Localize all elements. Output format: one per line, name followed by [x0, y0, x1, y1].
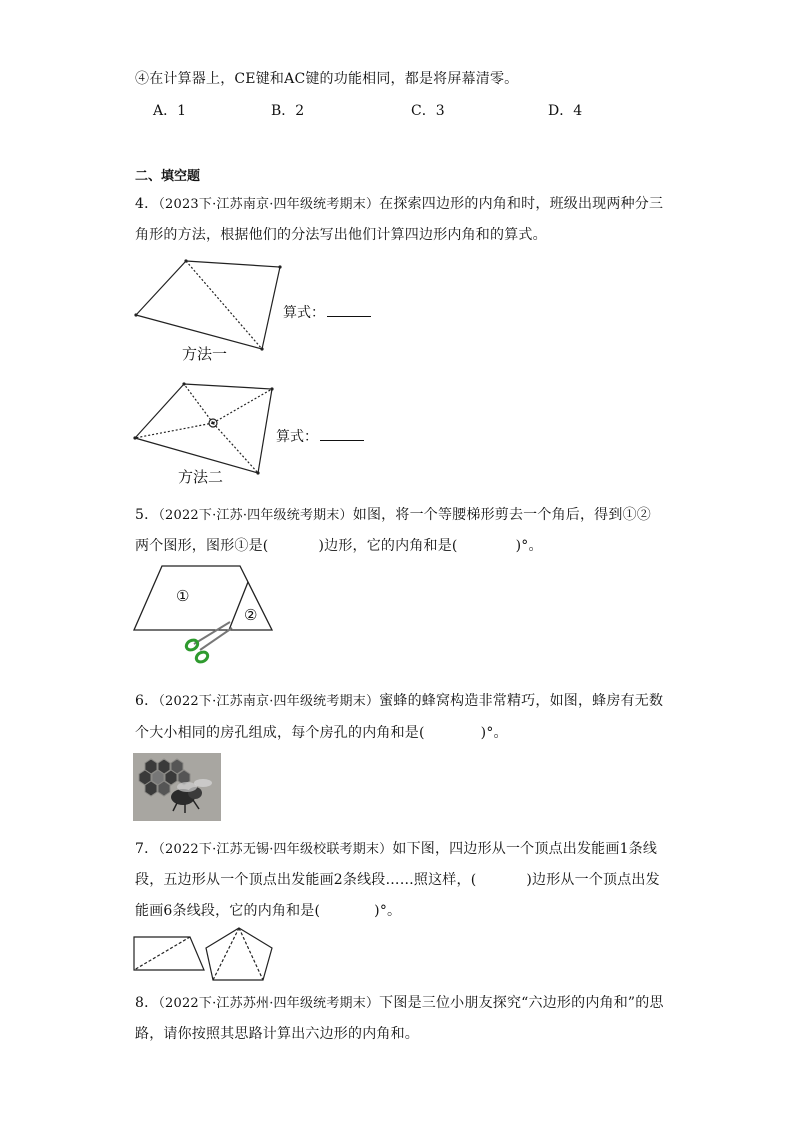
- q5-text: 如图，将一个等腰梯形剪去一个角后，得到①②: [352, 507, 651, 523]
- q8-line-1: [135, 992, 664, 1012]
- section-title: 二、填空题: [135, 169, 201, 184]
- q6-text-b: )°。: [480, 725, 508, 741]
- q5-number: 5．: [135, 507, 159, 523]
- q7-number: 7．: [135, 841, 159, 857]
- q7-source: （2022下·江苏无锡·四年级校联考期末）: [158, 842, 393, 857]
- q6-text: 蜜蜂的蜂窝构造非常精巧，如图，蜂房有无数: [379, 693, 664, 709]
- q7-text-b: )边形从一个顶点出发: [526, 872, 660, 888]
- q5-figure-label-1: ①: [176, 587, 190, 605]
- q6-source: （2022下·江苏南京·四年级统考期末）: [158, 694, 380, 709]
- q8-source: （2022下·江苏苏州·四年级统考期末）: [158, 996, 380, 1011]
- q5-text-c: )°。: [515, 538, 543, 554]
- q6-number: 6．: [135, 693, 159, 709]
- q7-text-d: )°。: [374, 903, 402, 919]
- q3-option-d: D．4: [548, 103, 583, 119]
- q4-method-2-label: 方法二: [178, 468, 224, 486]
- q7-text: 如下图，四边形从一个顶点出发能画1条线: [392, 841, 658, 857]
- q5-figure-label-2: ②: [244, 606, 258, 624]
- q4-source: （2023下·江苏南京·四年级统考期末）: [158, 197, 380, 212]
- q8-text: 下图是三位小朋友探究“六边形的内角和”的思: [379, 995, 664, 1011]
- q3-option-c: C．3: [411, 103, 445, 119]
- q4-number: 4．: [135, 196, 159, 212]
- q4-formula-1-label: 算式：: [283, 305, 325, 321]
- q3-statement-4: ④在计算器上，CE键和AC键的功能相同，都是将屏幕清零。: [135, 71, 519, 87]
- q5-source: （2022下·江苏·四年级统考期末）: [158, 508, 353, 523]
- q8-number: 8．: [135, 995, 159, 1011]
- q8-line-2: 路，请你按照其思路计算出六边形的内角和。: [135, 1026, 419, 1042]
- q7-text-c: 能画6条线段，它的内角和是(: [135, 903, 321, 919]
- q3-option-a: A．1: [153, 103, 187, 119]
- q4-formula-2-label: 算式：: [276, 429, 318, 445]
- q4-line-2: 角形的方法，根据他们的分法写出他们计算四边形内角和的算式。: [135, 227, 547, 243]
- q5-text-b: )边形，它的内角和是(: [318, 538, 458, 554]
- q7-text-a: 段，五边形从一个顶点出发能画2条线段……照这样，(: [135, 872, 477, 888]
- q3-option-b: B．2: [271, 103, 305, 119]
- q6-text-a: 个大小相同的房孔组成，每个房孔的内角和是(: [135, 725, 425, 741]
- q5-text-a: 两个图形，图形①是(: [135, 538, 269, 554]
- q4-method-1-label: 方法一: [182, 345, 228, 363]
- q4-text: 在探索四边形的内角和时，班级出现两种分三: [379, 196, 664, 212]
